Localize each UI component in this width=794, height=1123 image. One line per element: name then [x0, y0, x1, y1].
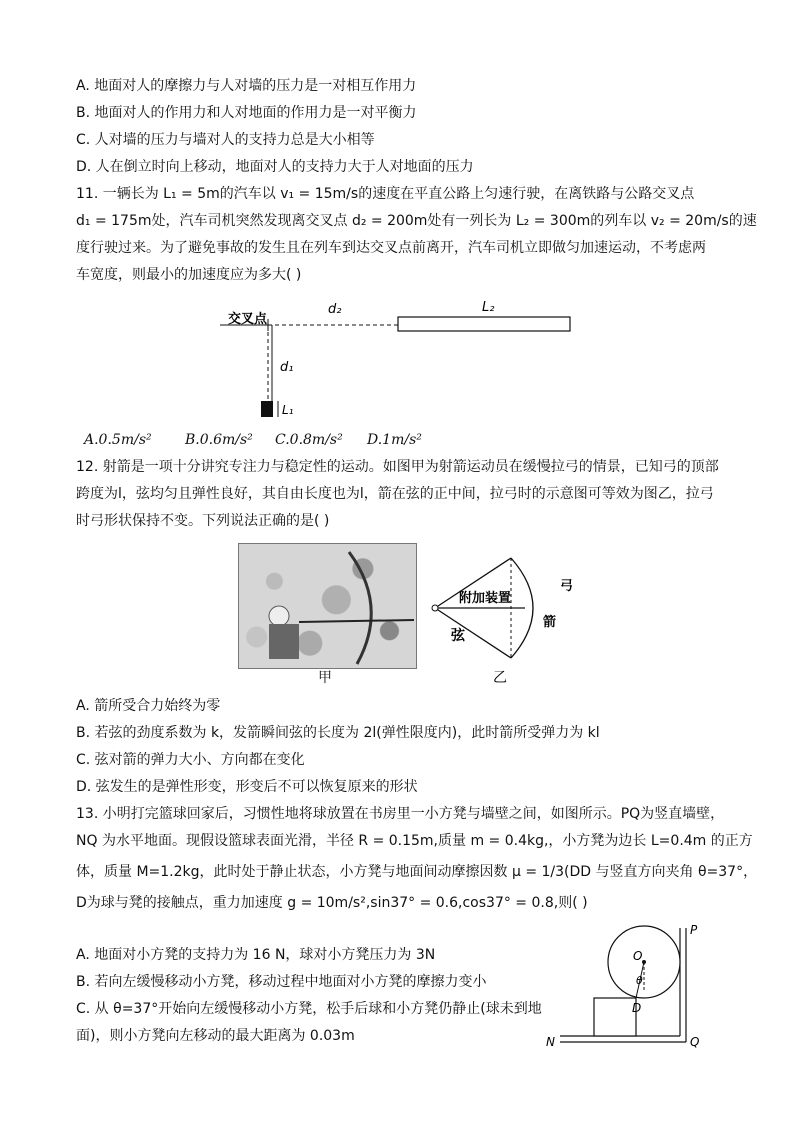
- q12-line-2: 跨度为l，弦均匀且弹性良好，其自由长度也为l，箭在弦的正中间，拉弓时的示意图可等效为图乙，拉弓: [76, 486, 714, 502]
- gong-label: 弓: [560, 579, 574, 594]
- L1-label: L₁: [282, 403, 294, 417]
- xian-label: 弦: [451, 628, 465, 644]
- q12-option-c: C. 弦对箭的弹力大小、方向都在变化: [76, 752, 305, 768]
- q11-line-4: 车宽度，则最小的加速度应为多大( ): [76, 267, 302, 283]
- q13-option-a: A. 地面对小方凳的支持力为 16 N，球对小方凳压力为 3N: [76, 947, 436, 963]
- q12-line-3: 时弓形状保持不变。下列说法正确的是( ): [76, 513, 330, 529]
- figure-jia-label: 甲: [318, 670, 332, 686]
- q12-option-d: D. 弦发生的是弹性形变，形变后不可以恢复原来的形状: [76, 779, 418, 795]
- q13-line-3: 体，质量 M=1.2kg，此时处于静止状态，小方凳与地面间动摩擦因数 μ = 1/3(DD 与竖直方向夹角 θ=37°，: [76, 864, 758, 880]
- q11-option-b: B.0.6m/s²: [185, 432, 253, 448]
- q11-line-2: d₁ = 175m处，汽车司机突然发现离交叉点 d₂ = 200m处有一列长为 L₂ = 300m的列车以 v₂ = 20m/s的速: [76, 213, 757, 229]
- q10-option-d: D. 人在倒立时向上移动，地面对人的支持力大于人对地面的压力: [76, 159, 474, 175]
- q12-option-a: A. 箭所受合力始终为零: [76, 698, 221, 714]
- L2-label: L₂: [482, 300, 495, 315]
- figure-yi-label: 乙: [493, 670, 507, 686]
- q12-diagram-yi: [425, 550, 585, 690]
- q11-option-c: C.0.8m/s²: [275, 432, 343, 448]
- O-label: O: [633, 949, 643, 963]
- q11-option-a: A.0.5m/s²: [84, 432, 152, 448]
- q13-option-c: C. 从 θ=37°开始向左缓慢移动小方凳，松手后球和小方凳仍静止(球未到地: [76, 1001, 542, 1017]
- q10-option-a: A. 地面对人的摩擦力与人对墙的压力是一对相互作用力: [76, 78, 417, 94]
- theta-label: θ: [636, 974, 643, 987]
- q13-line-4: D为球与凳的接触点，重力加速度 g = 10m/s²,sin37° = 0.6,cos37° = 0.8,则( ): [76, 895, 588, 911]
- q10-option-b: B. 地面对人的作用力和人对地面的作用力是一对平衡力: [76, 105, 417, 121]
- D-label: D: [632, 1001, 642, 1015]
- Q-label: Q: [690, 1035, 700, 1049]
- q13-option-c-cont: 面)，则小方凳向左移动的最大距离为 0.03m: [76, 1028, 355, 1044]
- q13-line-1: 13. 小明打完篮球回家后，习惯性地将球放置在书房里一小方凳与墙壁之间，如图所示。PQ为竖直墙壁，: [76, 806, 725, 822]
- jian-label: 箭: [543, 615, 557, 630]
- q11-line-3: 度行驶过来。为了避免事故的发生且在列车到达交叉点前离开，汽车司机立即做匀加速运动，不考虑两: [76, 240, 706, 256]
- archer-photo: [238, 543, 417, 669]
- N-label: N: [546, 1035, 555, 1049]
- q11-figure: [220, 295, 580, 425]
- q12-line-1: 12. 射箭是一项十分讲究专注力与稳定性的运动。如图甲为射箭运动员在缓慢拉弓的情景，已知弓的顶部: [76, 459, 719, 475]
- q13-figure: [540, 920, 710, 1050]
- device-label: 附加装置: [459, 591, 512, 606]
- q13-option-b: B. 若向左缓慢移动小方凳，移动过程中地面对小方凳的摩擦力变小: [76, 974, 487, 990]
- q10-option-c: C. 人对墙的压力与墙对人的支持力总是大小相等: [76, 132, 375, 148]
- q11-line-1: 11. 一辆长为 L₁ = 5m的汽车以 v₁ = 15m/s的速度在平直公路上匀速行驶，在离铁路与公路交叉点: [76, 186, 695, 202]
- stool-rect: [594, 998, 636, 1036]
- q13-line-2: NQ 为水平地面。现假设篮球表面光滑，半径 R = 0.15m,质量 m = 0.4kg,，小方凳为边长 L=0.4m 的正方: [76, 833, 753, 849]
- P-label: P: [690, 923, 698, 937]
- train-rect: [398, 317, 570, 331]
- q12-option-b: B. 若弦的劲度系数为 k，发箭瞬间弦的长度为 2l(弹性限度内)，此时箭所受弹力为 kl: [76, 725, 600, 741]
- crossing-label: 交叉点: [228, 312, 268, 327]
- car-rect: [261, 401, 273, 417]
- d1-label: d₁: [280, 360, 294, 375]
- d2-label: d₂: [328, 302, 342, 317]
- q11-option-d: D.1m/s²: [367, 432, 422, 448]
